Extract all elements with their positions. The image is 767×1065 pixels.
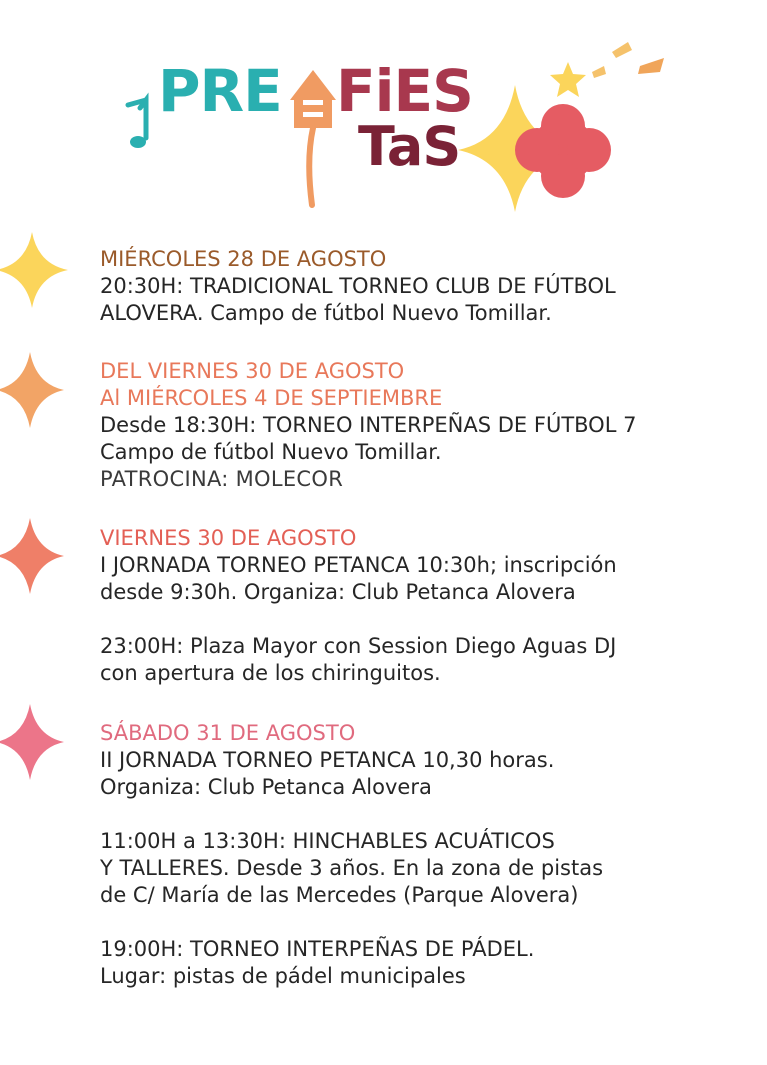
sparkle-orange-icon [0,352,66,428]
event-heading: MIÉRCOLES 28 DE AGOSTO [100,247,387,271]
confetti-icon [612,42,632,58]
music-note-icon [128,100,146,148]
event-text: Y TALLERES. Desde 3 años. En la zona de pistas [100,856,604,880]
event-section-2 [100,358,747,493]
house-icon [290,70,336,205]
sparkle-pink-icon [0,704,66,780]
event-text: desde 9:30h. Organiza: Club Petanca Alovera [100,580,576,604]
event-text: I JORNADA TORNEO PETANCA 10:30h; inscripción [100,553,617,577]
event-text: Desde 18:30H: TORNEO INTERPEÑAS DE FÚTBOL 7 [100,413,637,437]
event-text: II JORNADA TORNEO PETANCA 10,30 horas. [100,748,555,772]
logo-fies: FiES [336,57,473,125]
star-icon [550,62,586,97]
confetti-icon [592,66,606,78]
event-text: Campo de fútbol Nuevo Tomillar. [100,440,442,464]
event-text: Lugar: pistas de pádel municipales [100,964,466,988]
event-text: 19:00H: TORNEO INTERPEÑAS DE PÁDEL. [100,937,535,961]
event-heading: Al MIÉRCOLES 4 DE SEPTIEMBRE [100,386,443,410]
event-text: 20:30H: TRADICIONAL TORNEO CLUB DE FÚTBOL [100,274,616,298]
event-heading: DEL VIERNES 30 DE AGOSTO [100,359,405,383]
fiestas-logo [0,0,767,225]
event-text: Organiza: Club Petanca Alovera [100,775,432,799]
logo-tas: TaS [358,115,461,178]
logo-pre: PRE [158,57,282,125]
event-text: de C/ María de las Mercedes (Parque Alovera) [100,883,579,907]
event-text: ALOVERA. Campo de fútbol Nuevo Tomillar. [100,301,552,325]
event-heading: VIERNES 30 DE AGOSTO [100,526,357,550]
event-section-3 [100,525,747,687]
sparkle-coral-icon [0,518,66,594]
sponsor-note: PATROCINA: MOLECOR [100,467,344,491]
cross-flower-icon [515,104,611,198]
confetti-icon [638,58,664,74]
sparkle-yellow-icon [0,232,70,308]
event-text: con apertura de los chiringuitos. [100,661,441,685]
event-heading: SÁBADO 31 DE AGOSTO [100,721,356,745]
event-section-1 [100,246,747,327]
event-text: 11:00H a 13:30H: HINCHABLES ACUÁTICOS [100,829,555,853]
event-text: 23:00H: Plaza Mayor con Session Diego Aguas DJ [100,634,617,658]
event-section-4 [100,720,747,990]
